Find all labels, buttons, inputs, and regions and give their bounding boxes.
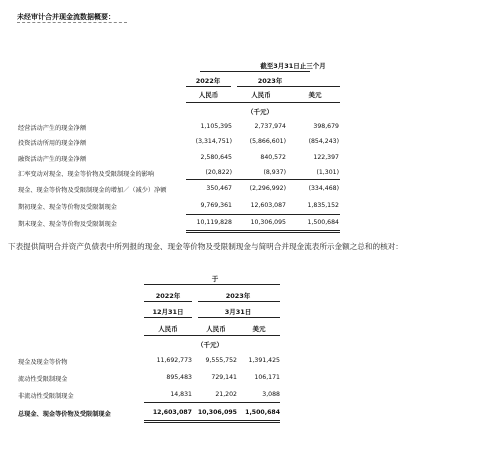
row-value: 729,141 [211, 374, 237, 381]
row-value: (334,468) [308, 185, 339, 192]
unit-label: （千元） [197, 341, 223, 349]
row-value: 11,692,773 [156, 357, 192, 364]
year-header-2022: 2022年 [195, 77, 221, 85]
currency-header-2: 人民币 [206, 325, 226, 333]
row-value: 1,105,395 [200, 123, 232, 130]
year-underline-2022 [186, 86, 231, 87]
row-value: (3,314,751) [195, 138, 232, 145]
row-label: 期初现金、现金等价物及受限制现金 [18, 204, 117, 211]
currency-header-2: 人民币 [251, 91, 271, 99]
as-of-header: 于 [211, 275, 219, 283]
row-value: 2,737,974 [254, 123, 286, 130]
row-value: 122,397 [313, 154, 339, 161]
row-value: 350,467 [206, 185, 232, 192]
total-double-rule [144, 420, 280, 423]
title-divider [17, 22, 127, 23]
row-value: 9,555,752 [205, 357, 237, 364]
row-label: 汇率变动对现金、现金等价物及受限制现金的影响 [18, 171, 155, 178]
row-value: 895,483 [166, 374, 192, 381]
row-value: (1,301) [316, 169, 339, 176]
year-underline-2023 [237, 86, 340, 87]
total-row-label: 总现金、现金等价物及受限制现金 [18, 411, 111, 418]
as-of-underline [144, 284, 280, 285]
row-label: 流动性受限制现金 [18, 376, 68, 383]
row-value: 3,088 [262, 391, 280, 398]
total-row-value: 10,306,095 [197, 409, 237, 416]
total-double-rule [186, 230, 340, 233]
row-value: 12,603,087 [250, 202, 286, 209]
row-label: 经营活动产生的现金净额 [18, 125, 87, 132]
date-header-dec31: 12月31日 [152, 308, 184, 316]
row-value: (8,937) [263, 169, 286, 176]
row-value: 1,835,152 [307, 202, 339, 209]
currency-header-1: 人民币 [158, 325, 178, 333]
row-label: 现金、现金等价物及受限制现金的增加／（减少）净额 [18, 187, 167, 194]
currency-underline [186, 102, 340, 103]
row-value: 106,171 [254, 374, 280, 381]
row-value: 840,572 [260, 154, 286, 161]
row-label: 现金及现金等价物 [18, 359, 68, 366]
reconciliation-intro: 下表提供简明合并资产负债表中所列报的现金、现金等价物及受限制现金与简明合并现金流表所示金额之总和的核对： [8, 242, 403, 251]
subtotal-rule [186, 179, 340, 180]
row-label: 期末现金、现金等价物及受限制现金 [18, 221, 117, 228]
row-label: 非流动性受限制现金 [18, 393, 74, 400]
period-header: 截至3月31日止三个月 [260, 62, 326, 70]
date-underline-mar31 [198, 317, 280, 318]
row-value: (20,822) [205, 169, 232, 176]
date-header-mar31: 3月31日 [224, 308, 252, 316]
row-value: (5,866,601) [249, 138, 286, 145]
row-value: 9,769,361 [200, 202, 232, 209]
currency-header-1: 人民币 [198, 91, 219, 99]
row-value: 10,119,828 [196, 219, 232, 226]
row-value: 1,391,425 [248, 357, 280, 364]
year-header-2023: 2023年 [225, 292, 251, 300]
currency-underline [144, 335, 280, 336]
row-value: 2,580,645 [200, 154, 232, 161]
row-value: 10,306,095 [250, 219, 286, 226]
currency-header-3: 美元 [252, 325, 266, 333]
row-value: (2,296,992) [249, 185, 286, 192]
subtotal-rule [144, 402, 280, 403]
period-underline [200, 71, 310, 72]
currency-header-3: 美元 [308, 91, 322, 99]
row-value: 14,831 [170, 391, 192, 398]
row-label: 投资活动所用的现金净额 [18, 140, 87, 147]
section-title: 未经审计合并现金流数据概要： [17, 13, 115, 21]
date-underline-dec31 [144, 317, 192, 318]
year-underline-2023 [198, 301, 280, 302]
total-row-value: 12,603,087 [152, 409, 192, 416]
year-underline-2022 [144, 301, 192, 302]
row-value: 398,679 [313, 123, 339, 130]
row-value: (854,243) [308, 138, 339, 145]
unit-label: （千元） [247, 108, 273, 116]
subtotal-rule [186, 214, 340, 215]
year-header-2023: 2023年 [257, 77, 283, 85]
row-value: 1,500,684 [307, 219, 339, 226]
year-header-2022: 2022年 [155, 292, 181, 300]
row-label: 融资活动产生的现金净额 [18, 156, 87, 163]
row-value: 21,202 [215, 391, 237, 398]
total-row-value: 1,500,684 [245, 409, 280, 416]
